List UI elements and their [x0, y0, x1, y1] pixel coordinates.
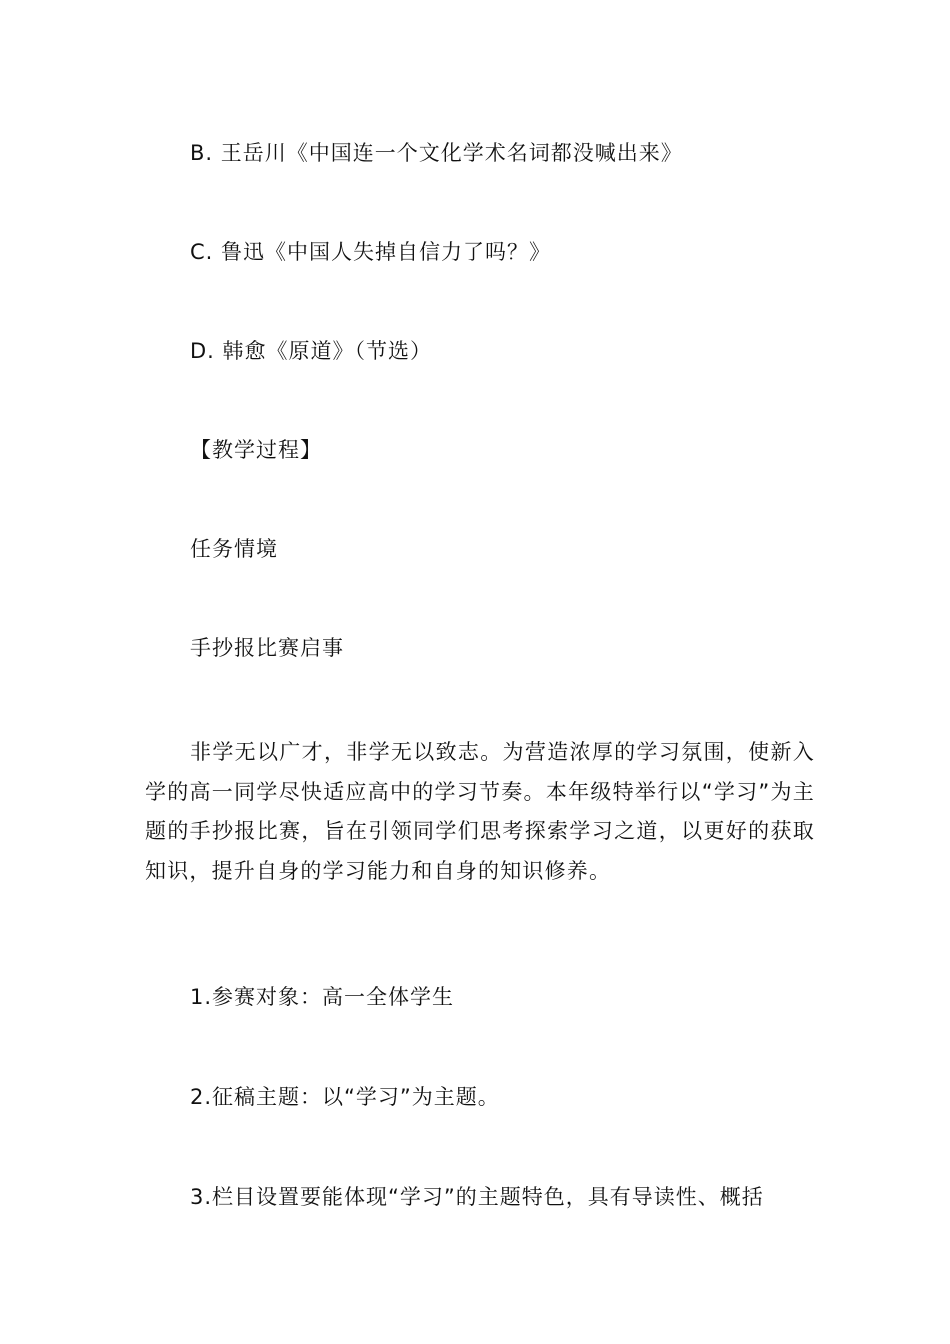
- option-b: B. 王岳川《中国连一个文化学术名词都没喊出来》: [190, 141, 683, 165]
- notice-title: 手抄报比赛启事: [190, 636, 344, 660]
- section-heading: 【教学过程】: [190, 438, 322, 462]
- option-c: C. 鲁迅《中国人失掉自信力了吗？》: [190, 240, 552, 264]
- item-participants: 1.参赛对象：高一全体学生: [190, 985, 455, 1009]
- task-situation-label: 任务情境: [190, 537, 278, 561]
- item-columns: 3.栏目设置要能体现“学习”的主题特色，具有导读性、概括: [190, 1185, 764, 1209]
- item-theme: 2.征稿主题：以“学习”为主题。: [190, 1085, 500, 1109]
- option-d: D. 韩愈《原道》（节选）: [190, 339, 433, 363]
- notice-body: 非学无以广才，非学无以致志。为营造浓厚的学习氛围，使新入学的高一同学尽快适应高中的学习节奏。本年级特举行以“学习”为主题的手抄报比赛，旨在引领同学们思考探索学习之道，以更好的获取知识，提升自身的学习能力和自身的知识修养。: [145, 740, 815, 883]
